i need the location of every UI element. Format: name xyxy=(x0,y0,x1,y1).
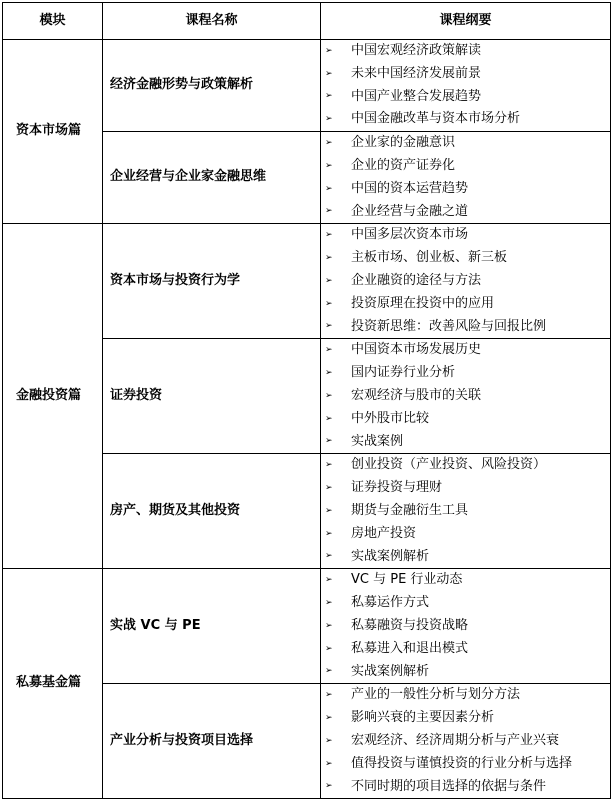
course-points-cell xyxy=(321,339,611,454)
arrow-right-bullet-icon: ➢ xyxy=(325,758,333,769)
point-text: 企业家的金融意识 xyxy=(351,135,456,151)
point-text: 不同时期的项目选择的依据与条件 xyxy=(351,778,547,794)
point-text: 房地产投资 xyxy=(351,525,417,541)
arrow-right-bullet-icon: ➢ xyxy=(325,390,333,401)
list-item xyxy=(325,247,610,270)
arrow-right-bullet-icon: ➢ xyxy=(325,528,333,539)
arrow-right-bullet-icon: ➢ xyxy=(325,206,333,217)
arrow-right-bullet-icon: ➢ xyxy=(325,575,333,586)
list-item xyxy=(325,362,610,385)
list-item xyxy=(325,86,610,109)
point-text: 中国资本市场发展历史 xyxy=(351,342,482,358)
list-item xyxy=(325,339,610,362)
course-points-list xyxy=(321,132,610,223)
arrow-right-bullet-icon: ➢ xyxy=(325,45,333,56)
list-item xyxy=(325,684,610,707)
arrow-right-bullet-icon: ➢ xyxy=(325,138,333,149)
course-row xyxy=(3,569,611,684)
list-item xyxy=(325,615,610,638)
point-text: 企业经营与金融之道 xyxy=(351,203,469,219)
list-item xyxy=(325,316,610,339)
header-row xyxy=(3,3,611,40)
arrow-right-bullet-icon: ➢ xyxy=(325,505,333,516)
list-item xyxy=(325,454,610,477)
point-text: 影响兴衰的主要因素分析 xyxy=(351,710,495,726)
list-item xyxy=(325,661,610,684)
list-item xyxy=(325,293,610,316)
point-text: 中国宏观经济政策解读 xyxy=(351,43,482,58)
arrow-right-bullet-icon: ➢ xyxy=(325,460,333,471)
arrow-right-bullet-icon: ➢ xyxy=(325,253,333,264)
list-item xyxy=(325,431,610,454)
course-points-cell xyxy=(321,224,611,339)
point-text: 中国多层次资本市场 xyxy=(351,227,469,243)
module-name: 资本市场篇 xyxy=(3,40,103,224)
arrow-right-bullet-icon: ➢ xyxy=(325,91,333,102)
arrow-right-bullet-icon: ➢ xyxy=(325,230,333,241)
arrow-right-bullet-icon: ➢ xyxy=(325,598,333,609)
course-name: 产业分析与投资项目选择 xyxy=(103,684,321,799)
module-name: 金融投资篇 xyxy=(3,224,103,569)
list-item xyxy=(325,385,610,408)
header-course: 课程名称 xyxy=(103,3,321,40)
course-name: 企业经营与企业家金融思维 xyxy=(103,132,321,224)
arrow-right-bullet-icon: ➢ xyxy=(325,436,333,447)
list-item xyxy=(325,108,610,131)
header-module: 模块 xyxy=(3,3,103,40)
arrow-right-bullet-icon: ➢ xyxy=(325,160,333,171)
point-text: 中国金融改革与资本市场分析 xyxy=(351,111,521,127)
point-text: 证券投资与理财 xyxy=(351,480,443,496)
point-text: 实战案例 xyxy=(351,433,404,449)
point-text: 企业融资的途径与方法 xyxy=(351,272,482,288)
course-name: 经济金融形势与政策解析 xyxy=(103,40,321,132)
header-outline: 课程纲要 xyxy=(321,3,611,40)
point-text: 中外股市比较 xyxy=(351,410,430,426)
point-text: 私募进入和退出模式 xyxy=(351,640,469,656)
course-points-list xyxy=(321,569,610,683)
arrow-right-bullet-icon: ➢ xyxy=(325,368,333,379)
point-text: 私募运作方式 xyxy=(351,595,430,611)
course-points-cell xyxy=(321,684,611,799)
list-item xyxy=(325,132,610,155)
arrow-right-bullet-icon: ➢ xyxy=(325,666,333,677)
list-item xyxy=(325,546,610,569)
point-text: 期货与金融衍生工具 xyxy=(351,502,469,518)
point-text: 投资原理在投资中的应用 xyxy=(351,295,495,311)
arrow-right-bullet-icon: ➢ xyxy=(325,551,333,562)
course-points-cell xyxy=(321,454,611,569)
list-item xyxy=(325,63,610,86)
arrow-right-bullet-icon: ➢ xyxy=(325,275,333,286)
course-points-list xyxy=(321,224,610,338)
arrow-right-bullet-icon: ➢ xyxy=(325,483,333,494)
list-item xyxy=(325,40,610,63)
course-points-list xyxy=(321,339,610,453)
arrow-right-bullet-icon: ➢ xyxy=(325,321,333,332)
arrow-right-bullet-icon: ➢ xyxy=(325,413,333,424)
list-item xyxy=(325,776,610,799)
point-text: 主板市场、创业板、新三板 xyxy=(351,250,508,266)
point-text: 实战案例解析 xyxy=(351,548,430,564)
module-name: 私募基金篇 xyxy=(3,569,103,799)
course-points-list xyxy=(321,684,610,798)
point-text: 中国产业整合发展趋势 xyxy=(351,88,482,104)
arrow-right-bullet-icon: ➢ xyxy=(325,781,333,792)
arrow-right-bullet-icon: ➢ xyxy=(325,298,333,309)
arrow-right-bullet-icon: ➢ xyxy=(325,713,333,723)
point-text: 值得投资与谨慎投资的行业分析与选择 xyxy=(351,755,573,771)
list-item xyxy=(325,638,610,661)
list-item xyxy=(325,523,610,546)
course-name: 房产、期货及其他投资 xyxy=(103,454,321,569)
list-item xyxy=(325,592,610,615)
list-item xyxy=(325,224,610,247)
point-text: 实战案例解析 xyxy=(351,663,430,679)
course-points-cell xyxy=(321,132,611,224)
point-text: 投资新思维：改善风险与回报比例 xyxy=(351,318,547,334)
course-name: 资本市场与投资行为学 xyxy=(103,224,321,339)
course-points-cell xyxy=(321,569,611,684)
list-item xyxy=(325,500,610,523)
arrow-right-bullet-icon: ➢ xyxy=(325,114,333,125)
course-row xyxy=(3,40,611,132)
course-row xyxy=(3,224,611,339)
point-text: 国内证券行业分析 xyxy=(351,365,456,381)
list-item xyxy=(325,753,610,776)
point-text: 未来中国经济发展前景 xyxy=(351,65,482,81)
table-body xyxy=(3,40,611,799)
list-item xyxy=(325,569,610,592)
point-text: VC 与 PE 行业动态 xyxy=(351,572,463,588)
arrow-right-bullet-icon: ➢ xyxy=(325,345,333,356)
list-item xyxy=(325,201,610,224)
list-item xyxy=(325,270,610,293)
list-item xyxy=(325,155,610,178)
course-points-list xyxy=(321,40,610,131)
point-text: 中国的资本运营趋势 xyxy=(351,180,469,196)
point-text: 产业的一般性分析与划分方法 xyxy=(351,687,521,703)
list-item xyxy=(325,477,610,500)
arrow-right-bullet-icon: ➢ xyxy=(325,620,333,631)
course-name: 实战 VC 与 PE xyxy=(103,569,321,684)
list-item xyxy=(325,408,610,431)
point-text: 私募融资与投资战略 xyxy=(351,617,469,633)
arrow-right-bullet-icon: ➢ xyxy=(325,735,333,746)
list-item xyxy=(325,707,610,730)
course-points-list xyxy=(321,454,610,568)
course-points-cell xyxy=(321,40,611,132)
point-text: 创业投资（产业投资、风险投资） xyxy=(351,457,547,473)
point-text: 企业的资产证券化 xyxy=(351,157,456,173)
point-text: 宏观经济与股市的关联 xyxy=(351,387,482,403)
list-item xyxy=(325,730,610,753)
arrow-right-bullet-icon: ➢ xyxy=(325,643,333,654)
list-item xyxy=(325,178,610,201)
arrow-right-bullet-icon: ➢ xyxy=(325,68,333,79)
point-text: 宏观经济、经济周期分析与产业兴衰 xyxy=(351,732,560,748)
course-outline-table xyxy=(2,2,611,799)
arrow-right-bullet-icon: ➢ xyxy=(325,690,333,701)
course-name: 证券投资 xyxy=(103,339,321,454)
arrow-right-bullet-icon: ➢ xyxy=(325,183,333,194)
